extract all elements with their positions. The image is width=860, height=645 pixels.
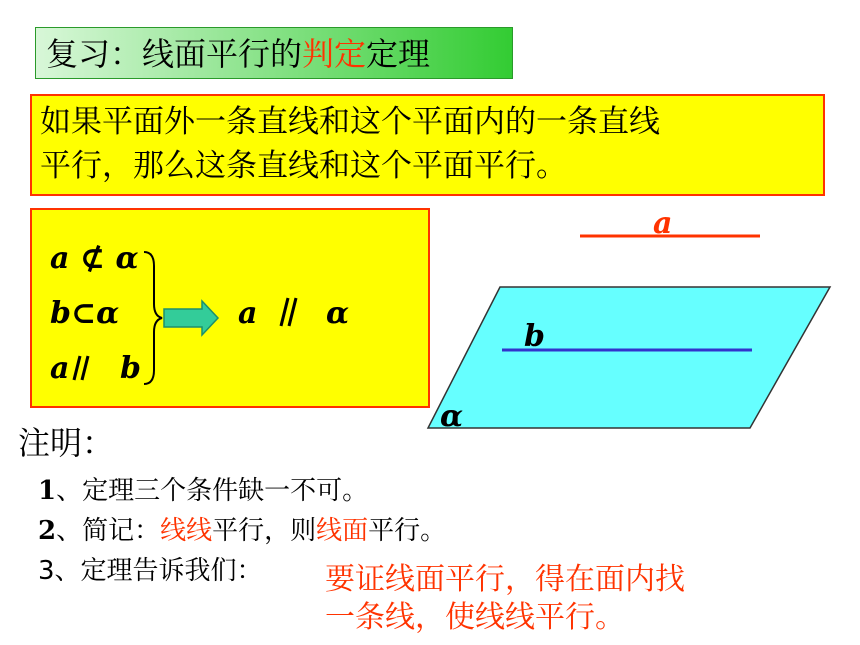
logic-box <box>30 208 430 408</box>
note-item-3: 3、定理告诉我们： <box>38 556 263 586</box>
arrow-icon <box>164 301 218 335</box>
logic-diagram <box>32 210 432 410</box>
plane-alpha <box>428 287 830 428</box>
note-2-post: 平行。 <box>368 516 447 546</box>
title-highlight: 判定 <box>302 35 367 73</box>
title-prefix: 复习：线面平行的 <box>46 35 303 73</box>
parallel-symbol-condition <box>74 356 88 380</box>
parallel-symbol-conclusion <box>281 298 296 326</box>
line-a-label: a <box>653 206 673 241</box>
theorem-box <box>30 94 825 196</box>
condition-3-b: b <box>120 351 141 386</box>
note-1-number: 1 <box>38 476 57 506</box>
title-suffix: 定理 <box>366 35 431 73</box>
note-3-red-line-1: 要证线面平行，得在面内找 <box>325 562 685 597</box>
condition-1: a ⊄ α <box>50 241 139 276</box>
theorem-line-1: 如果平面外一条直线和这个平面内的一条直线 <box>40 104 660 140</box>
theorem-line-2: 平行，那么这条直线和这个平面平行。 <box>40 148 567 184</box>
notes-heading: 注明： <box>18 424 115 462</box>
note-1-text: 、定理三个条件缺一不可。 <box>56 476 369 506</box>
note-item-2 <box>38 510 446 547</box>
note-2-red-2: 线面 <box>316 516 369 546</box>
note-item-1 <box>38 470 368 507</box>
condition-3-a: a <box>50 351 70 386</box>
condition-2: b⊂α <box>50 296 120 331</box>
line-b-label: b <box>524 319 545 354</box>
note-3-red-line-2: 一条线，使线线平行。 <box>325 600 625 635</box>
page-title <box>35 27 513 79</box>
plane-label: α <box>440 399 464 434</box>
conclusion-a: a <box>238 296 258 331</box>
brace-icon <box>144 252 162 384</box>
note-2-number: 2 <box>38 516 57 546</box>
note-2-mid: 平行，则 <box>212 516 317 546</box>
note-2-pre: 、简记： <box>56 516 161 546</box>
note-2-red-1: 线线 <box>160 516 213 546</box>
conclusion-alpha: α <box>326 296 350 331</box>
plane-figure <box>420 200 860 440</box>
